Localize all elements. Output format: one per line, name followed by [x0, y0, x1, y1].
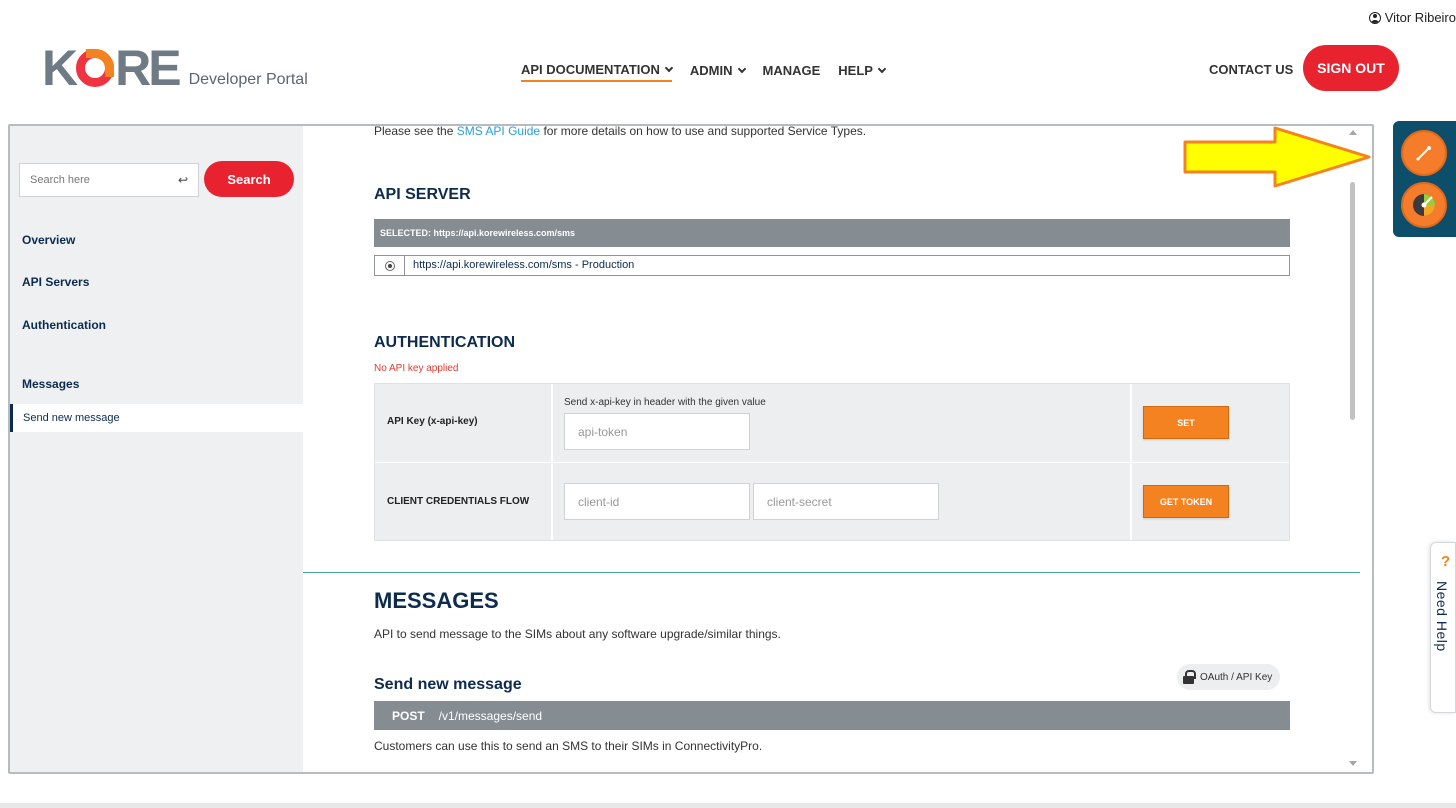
- search-input[interactable]: [20, 164, 198, 196]
- sms-api-guide-link[interactable]: SMS API Guide: [456, 124, 541, 138]
- content-scrollbar[interactable]: [1346, 126, 1360, 772]
- nav-help[interactable]: [838, 62, 885, 82]
- contact-us-link[interactable]: CONTACT US: [1209, 62, 1294, 77]
- guide-suffix: for more details on how to use and supported Service Types.: [540, 124, 867, 138]
- main-nav: [521, 62, 885, 82]
- user-menu[interactable]: [1369, 10, 1456, 25]
- nav-label: HELP: [838, 63, 873, 78]
- server-option-row[interactable]: [374, 255, 1290, 276]
- gauge-tool-button[interactable]: [1401, 182, 1447, 228]
- set-button[interactable]: SET: [1143, 406, 1229, 439]
- nav-admin[interactable]: [690, 62, 745, 82]
- scroll-down-icon[interactable]: [1349, 761, 1357, 766]
- tool-panel: [1393, 121, 1456, 237]
- annotation-arrow-icon: [1183, 126, 1373, 188]
- enter-icon: ↩: [177, 173, 188, 187]
- search-button[interactable]: Search: [204, 161, 294, 197]
- get-token-button[interactable]: GET TOKEN: [1143, 485, 1229, 518]
- endpoint-bar[interactable]: [374, 701, 1290, 730]
- nav-label: ADMIN: [689, 63, 733, 78]
- search-box: [19, 163, 199, 197]
- client-secret-input[interactable]: [753, 483, 939, 520]
- auth-table: [374, 383, 1290, 541]
- nav-label: API DOCUMENTATION: [521, 62, 660, 77]
- bottom-edge: [0, 803, 1456, 808]
- send-new-message-heading: Send new message: [374, 676, 522, 693]
- http-method: POST: [392, 708, 425, 723]
- lock-icon: [1183, 670, 1194, 684]
- logo-wordmark: K RE: [42, 40, 179, 96]
- endpoint-path: /v1/messages/send: [438, 708, 543, 723]
- selected-server-bar: SELECTED: https://api.korewireless.com/sms: [374, 219, 1290, 247]
- client-credentials-row: [375, 462, 1289, 540]
- messages-heading: MESSAGES: [374, 588, 499, 613]
- auth-type-badge: [1177, 664, 1280, 690]
- client-flow-label: CLIENT CREDENTIALS FLOW: [387, 496, 530, 507]
- kore-logo[interactable]: [42, 40, 308, 96]
- sidebar-item-messages[interactable]: Messages: [22, 377, 80, 391]
- section-divider: [303, 572, 1360, 573]
- nav-label: MANAGE: [762, 63, 821, 78]
- nav-api-documentation[interactable]: [521, 62, 672, 82]
- gauge-icon: [1410, 191, 1438, 219]
- authentication-heading: AUTHENTICATION: [374, 334, 516, 351]
- need-help-tab[interactable]: [1430, 542, 1456, 713]
- radio-cell: [375, 256, 405, 275]
- need-help-label: Need Help: [1434, 581, 1450, 652]
- chevron-down-icon: [878, 64, 886, 72]
- pencil-tool-button[interactable]: [1401, 130, 1447, 176]
- sidebar-item-send-new-message[interactable]: Send new message: [10, 404, 303, 432]
- messages-description: API to send message to the SIMs about any software upgrade/similar things.: [374, 627, 781, 641]
- user-circle-icon: [1369, 12, 1381, 24]
- pencil-icon: [1413, 142, 1435, 164]
- docs-content: [303, 126, 1360, 772]
- sidebar-item-authentication[interactable]: Authentication: [22, 318, 106, 332]
- no-api-key-status: No API key applied: [374, 363, 459, 374]
- server-url: https://api.korewireless.com/sms - Production: [413, 259, 635, 271]
- api-key-hint: Send x-api-key in header with the given value: [564, 397, 766, 408]
- api-key-row: [375, 384, 1289, 462]
- auth-badge-text: OAuth / API Key: [1200, 671, 1273, 683]
- user-name: Vitor Ribeiro: [1384, 10, 1456, 25]
- api-key-label: API Key (x-api-key): [387, 416, 478, 427]
- help-question-icon: ?: [1441, 553, 1451, 570]
- guide-prefix: Please see the: [374, 124, 457, 138]
- sign-out-button[interactable]: SIGN OUT: [1303, 45, 1399, 91]
- sidebar-item-api-servers[interactable]: API Servers: [22, 275, 90, 289]
- docs-frame: [8, 124, 1374, 774]
- site-header: [0, 36, 1456, 114]
- api-token-input[interactable]: [564, 413, 750, 450]
- chevron-down-icon: [737, 64, 745, 72]
- server-radio[interactable]: [385, 261, 395, 271]
- endpoint-description: Customers can use this to send an SMS to their SIMs in ConnectivityPro.: [374, 739, 763, 753]
- guide-text: [374, 124, 866, 138]
- scrollbar-thumb[interactable]: [1350, 182, 1355, 420]
- docs-sidebar: [10, 126, 303, 772]
- top-bar: [0, 0, 1456, 36]
- chevron-down-icon: [665, 63, 673, 71]
- client-id-input[interactable]: [564, 483, 750, 520]
- logo-subtitle: Developer Portal: [188, 71, 308, 88]
- api-server-heading: API SERVER: [374, 186, 471, 203]
- nav-manage[interactable]: [763, 62, 821, 82]
- sidebar-item-overview[interactable]: Overview: [22, 233, 76, 247]
